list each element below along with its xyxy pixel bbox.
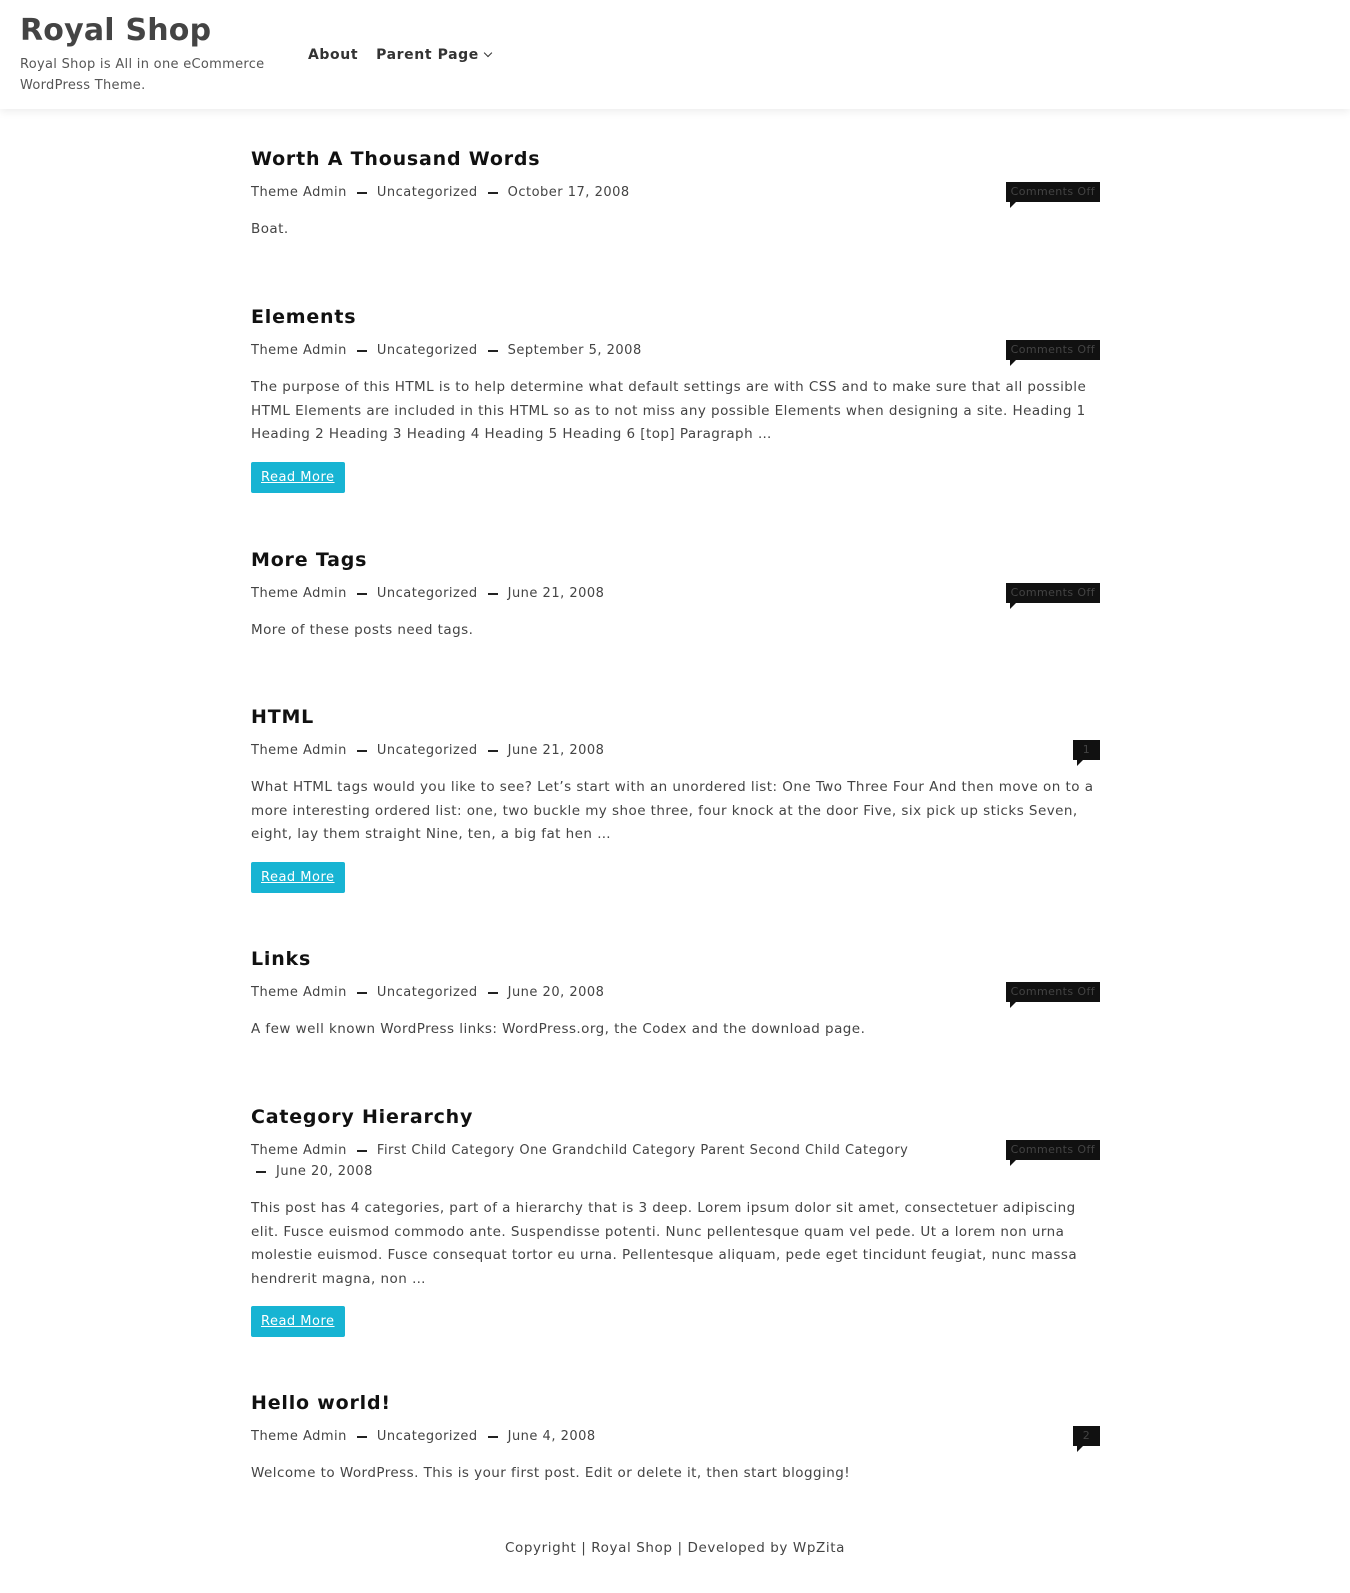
post-author[interactable]: Theme Admin	[251, 343, 347, 358]
post-excerpt: This post has 4 categories, part of a hierarchy that is 3 deep. Lorem ipsum dolor sit amet, consectetuer adipiscing elit. Fusce euismod commodo ante. Suspendisse potenti. Nunc pellentesque quam vel pede. Ut a lorem non urna molestie euismod. Fusce consequat tortor eu urna. Pellentesque aliquam, pede eget tincidunt feugiat, nunc massa hendrerit magna, non …	[251, 1200, 1078, 1287]
comments-badge: Comments Off	[1006, 1140, 1100, 1160]
meta-separator	[488, 750, 498, 752]
post-title[interactable]: Elements	[251, 306, 357, 328]
read-more-button[interactable]: Read More	[251, 462, 345, 493]
post-author[interactable]: Theme Admin	[251, 1429, 347, 1444]
meta-separator	[256, 1171, 266, 1173]
post-date[interactable]: June 4, 2008	[507, 1429, 596, 1444]
meta-separator	[357, 593, 367, 595]
post-meta	[251, 1426, 1100, 1447]
meta-separator	[357, 1436, 367, 1438]
meta-separator	[488, 1436, 498, 1438]
post-category[interactable]: First Child Category One Grandchild Category Parent Second Child Category	[376, 1143, 909, 1158]
post	[251, 304, 1100, 547]
nav-item-label: About	[308, 47, 359, 63]
post-title[interactable]: More Tags	[251, 549, 368, 571]
post-author[interactable]: Theme Admin	[251, 586, 347, 601]
read-more-button[interactable]: Read More	[251, 1306, 345, 1337]
post-excerpt: More of these posts need tags.	[251, 622, 474, 638]
comments-badge: Comments Off	[1006, 583, 1100, 603]
post-category[interactable]: Uncategorized	[376, 985, 478, 1000]
post-list	[251, 146, 1100, 1510]
post-title[interactable]: HTML	[251, 706, 315, 728]
post-author[interactable]: Theme Admin	[251, 185, 347, 200]
post-excerpt: A few well known WordPress links: WordPress.org, the Codex and the download page.	[251, 1021, 866, 1037]
meta-separator	[488, 593, 498, 595]
comments-count-badge[interactable]: 2	[1073, 1426, 1100, 1446]
post-author[interactable]: Theme Admin	[251, 1143, 347, 1158]
post-meta	[251, 583, 1100, 604]
site-header	[0, 0, 1350, 109]
post-date[interactable]: June 20, 2008	[507, 985, 605, 1000]
post-excerpt: What HTML tags would you like to see? Let’s start with an unordered list: One Two Three Four And then move on to a more interesting ordered list: one, two buckle my shoe three, four knock at the door Five, six pick up sticks Seven, eight, lay them straight Nine, ten, a big fat hen …	[251, 779, 1094, 842]
post	[251, 146, 1100, 304]
comments-badge: Comments Off	[1006, 340, 1100, 360]
read-more-button[interactable]: Read More	[251, 862, 345, 893]
meta-separator	[357, 350, 367, 352]
post-category[interactable]: Uncategorized	[376, 185, 478, 200]
post-date[interactable]: June 20, 2008	[276, 1164, 373, 1179]
footer-copyright: Copyright | Royal Shop | Developed by WpZita	[505, 1540, 845, 1556]
post-date[interactable]: October 17, 2008	[507, 185, 630, 200]
comments-badge: Comments Off	[1006, 982, 1100, 1002]
post-meta	[251, 1140, 1100, 1182]
post-meta	[251, 182, 1100, 203]
chevron-down-icon	[484, 49, 492, 57]
post-title[interactable]: Category Hierarchy	[251, 1106, 474, 1128]
post-date[interactable]: June 21, 2008	[507, 586, 605, 601]
nav-item-about[interactable]	[308, 44, 358, 66]
post-date[interactable]: September 5, 2008	[507, 343, 642, 358]
meta-separator	[488, 192, 498, 194]
post-author[interactable]: Theme Admin	[251, 743, 347, 758]
meta-separator	[357, 1150, 367, 1152]
post-excerpt: Welcome to WordPress. This is your first post. Edit or delete it, then start blogging!	[251, 1465, 851, 1481]
post-title[interactable]: Hello world!	[251, 1392, 391, 1414]
post-meta	[251, 340, 1100, 361]
post-category[interactable]: Uncategorized	[376, 343, 478, 358]
nav-item-label: Parent Page	[376, 47, 479, 63]
meta-separator	[488, 350, 498, 352]
post-meta	[251, 982, 1100, 1003]
post-category[interactable]: Uncategorized	[376, 743, 478, 758]
post-meta	[251, 740, 1100, 761]
meta-separator	[357, 192, 367, 194]
post-category[interactable]: Uncategorized	[376, 586, 478, 601]
post	[251, 1390, 1100, 1510]
post	[251, 704, 1100, 946]
site-description: Royal Shop is All in one eCommerce WordPress Theme.	[20, 57, 265, 93]
meta-separator	[488, 992, 498, 994]
post	[251, 1104, 1100, 1390]
site-title[interactable]: Royal Shop	[20, 13, 212, 48]
comments-badge: Comments Off	[1006, 182, 1100, 202]
post	[251, 946, 1100, 1104]
meta-separator	[357, 992, 367, 994]
post	[251, 547, 1100, 704]
post-excerpt: Boat.	[251, 221, 289, 237]
post-title[interactable]: Links	[251, 948, 312, 970]
post-author[interactable]: Theme Admin	[251, 985, 347, 1000]
post-excerpt: The purpose of this HTML is to help determine what default settings are with CSS and to make sure that all possible HTML Elements are included in this HTML so as to not miss any possible Elements when designing a site. Heading 1 Heading 2 Heading 3 Heading 4 Heading 5 Heading 6 [top] Paragraph …	[251, 379, 1087, 442]
site-footer	[0, 1538, 1350, 1558]
post-title[interactable]: Worth A Thousand Words	[251, 148, 541, 170]
main-navigation	[308, 44, 491, 66]
site-branding	[20, 12, 290, 96]
nav-item-parent-page[interactable]	[376, 44, 491, 66]
comments-count-badge[interactable]: 1	[1073, 740, 1100, 760]
meta-separator	[357, 750, 367, 752]
post-category[interactable]: Uncategorized	[376, 1429, 478, 1444]
post-date[interactable]: June 21, 2008	[507, 743, 605, 758]
